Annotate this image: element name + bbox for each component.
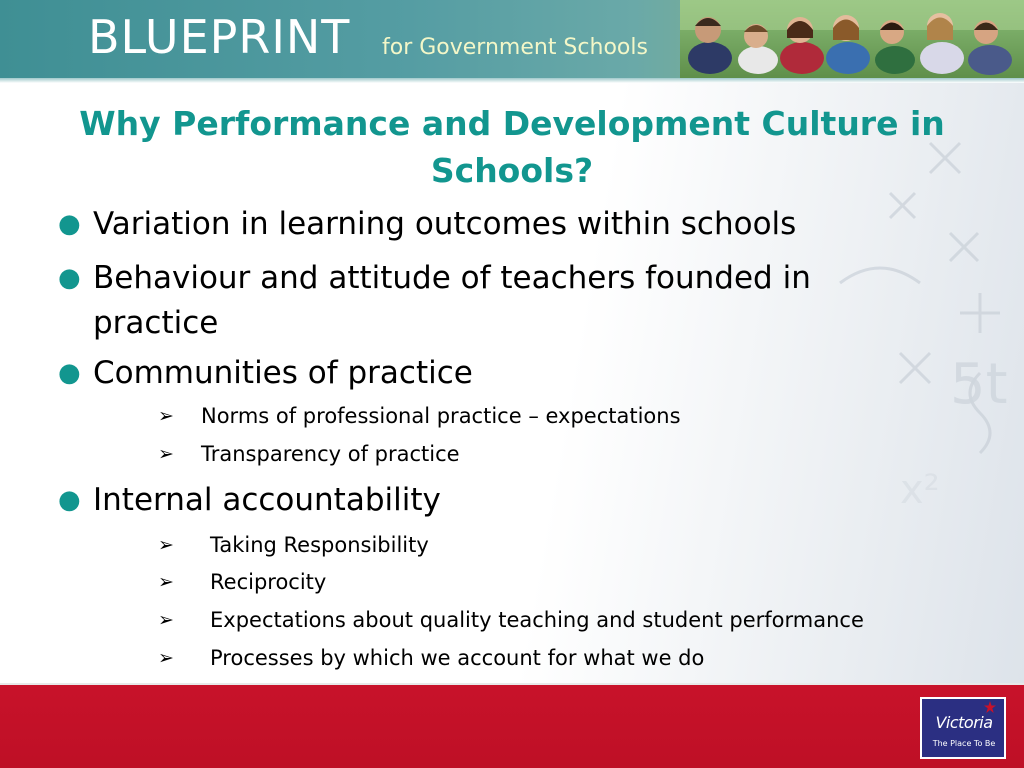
slide-title: Why Performance and Development Culture in Schools? bbox=[79, 104, 945, 190]
bullet-dot-icon: ● bbox=[58, 263, 81, 293]
bullet-dot-icon: ● bbox=[58, 358, 81, 388]
victoria-logo-name: Victoria bbox=[935, 713, 993, 732]
blueprint-logo-text: BLUEPRINT bbox=[88, 10, 351, 64]
footer-band bbox=[0, 685, 1024, 768]
sub-bullet-text: Processes by which we account for what we do bbox=[210, 646, 705, 670]
arrow-bullet-icon: ➢ bbox=[158, 534, 174, 556]
star-icon bbox=[984, 701, 996, 713]
students-photo bbox=[680, 0, 1024, 78]
bullet-text: Internal accountability bbox=[93, 482, 441, 518]
bullet-text: Variation in learning outcomes within schools bbox=[93, 206, 797, 242]
sub-bullet-text: Reciprocity bbox=[210, 570, 327, 594]
arrow-bullet-icon: ➢ bbox=[158, 443, 174, 465]
sub-bullet-text: Norms of professional practice – expectations bbox=[201, 404, 681, 428]
svg-text:x²: x² bbox=[900, 467, 940, 513]
bullet-item bbox=[58, 256, 923, 346]
banner-subtitle: for Government Schools bbox=[382, 35, 648, 60]
sub-bullet-text: Transparency of practice bbox=[201, 442, 460, 466]
sub-bullet-item bbox=[158, 439, 1024, 469]
header-banner bbox=[0, 0, 1024, 78]
victoria-logo-tagline: The Place To Be bbox=[932, 739, 996, 748]
bullet-text: Behaviour and attitude of teachers founded in practice bbox=[93, 260, 811, 341]
sub-bullet-item bbox=[158, 605, 1010, 635]
bullet-item bbox=[58, 351, 993, 396]
bullet-dot-icon: ● bbox=[58, 485, 81, 515]
sub-bullet-text: Expectations about quality teaching and student performance bbox=[210, 608, 864, 632]
bullet-item bbox=[58, 478, 993, 523]
sub-bullet-item bbox=[158, 530, 1024, 560]
svg-text:5t: 5t bbox=[950, 352, 1008, 417]
bullet-text: Communities of practice bbox=[93, 355, 473, 391]
sub-bullet-item bbox=[158, 567, 1024, 597]
bullet-item bbox=[58, 202, 993, 247]
bullet-dot-icon: ● bbox=[58, 209, 81, 239]
arrow-bullet-icon: ➢ bbox=[158, 405, 174, 427]
sub-bullet-item bbox=[158, 401, 1024, 431]
arrow-bullet-icon: ➢ bbox=[158, 647, 174, 669]
arrow-bullet-icon: ➢ bbox=[158, 609, 174, 631]
victoria-logo bbox=[920, 697, 1006, 759]
sub-bullet-item bbox=[158, 643, 1024, 673]
sub-bullet-text: Taking Responsibility bbox=[210, 533, 429, 557]
arrow-bullet-icon: ➢ bbox=[158, 571, 174, 593]
